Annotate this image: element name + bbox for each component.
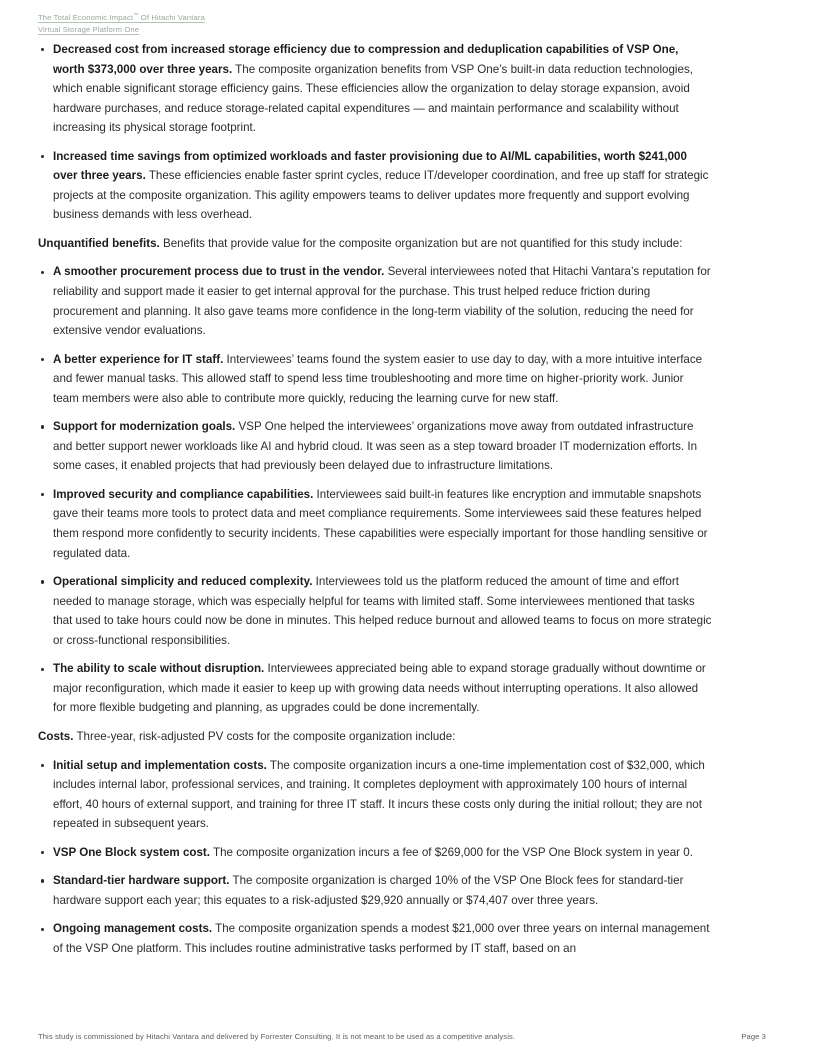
list-item [38, 843, 712, 863]
unquantified-benefits-list [38, 262, 712, 717]
list-item-body: VSP One helped the interviewees’ organizations move away from outdated infrastructure and better support newer workloads like AI and hybrid cloud. It was seen as a step toward broader IT modernization efforts. In some cases, it enabled projects that had previously been delayed due to infrastructure limitations. [53, 420, 698, 473]
list-item-lead: Ongoing management costs. [53, 922, 213, 936]
paragraph-body: Benefits that provide value for the composite organization but are not quantified for this study include: [159, 236, 683, 250]
unquantified-benefits-intro [38, 234, 712, 254]
bullet-dot-icon [41, 493, 44, 496]
spacer [38, 718, 712, 727]
list-item [38, 659, 712, 718]
list-item-body: The composite organization benefits from VSP One’s built-in data reduction technologies, which enable significant storage efficiency gains. These efficiencies allow the organization to delay storage expansion, avoid hardware purchases, and reduce storage-related capital expenditures — and maintain performance and scalability without increasing its physical storage footprint. [53, 62, 693, 135]
list-item-lead: Initial setup and implementation costs. [53, 758, 267, 772]
running-header-line-1 [38, 12, 458, 24]
bullet-dot-icon [41, 580, 44, 583]
list-item-body: The composite organization is charged 10% of the VSP One Block fees for standard-tier hardware support each year; this equates to a risk-adjusted $29,920 annually or $74,407 over three years. [53, 874, 684, 907]
list-item [38, 350, 712, 409]
list-item-body: The composite organization incurs a one-time implementation cost of $32,000, which includes internal labor, professional services, and training. It completes deployment with approximately 100 hours of internal effort, 40 hours of external support, and training for three IT staff. It incurs these costs only during the initial rollout; they are not repeated in subsequent years. [53, 758, 705, 831]
bullet-dot-icon [41, 764, 44, 767]
list-item-lead: Standard-tier hardware support. [53, 874, 230, 888]
running-header [38, 12, 458, 35]
list-item-body: Interviewees’ teams found the system easier to use day to day, with a more intuitive interface and fewer manual tasks. This allowed staff to spend less time troubleshooting and more time on higher-priority work. Junior team members were also able to contribute more quickly, reducing the learning curve for new staff. [53, 352, 703, 405]
list-item-lead: The ability to scale without disruption. [53, 662, 265, 676]
bullet-dot-icon [41, 928, 44, 931]
bullet-dot-icon [41, 851, 44, 854]
spacer [38, 225, 712, 234]
list-item-lead: Decreased cost from increased storage efficiency due to compression and deduplication capabilities of VSP One, worth $373,000 over three years. [53, 43, 679, 76]
footer-disclaimer: This study is commissioned by Hitachi Vantara and delivered by Forrester Consulting. It is not meant to be used as a competitive analysis. [38, 1032, 516, 1041]
list-item-body: The composite organization incurs a fee of $269,000 for the VSP One Block system in year 0. [210, 845, 693, 859]
running-header-line-2: Virtual Storage Platform One [38, 24, 140, 34]
list-item-lead: Increased time savings from optimized workloads and faster provisioning due to AI/ML capabilities, worth $241,000 over three years. [53, 149, 687, 183]
list-item-body: The composite organization spends a modest $21,000 over three years on internal management of the VSP One platform. This includes routine administrative tasks performed by IT staff, based on an [53, 922, 710, 955]
list-item-lead: VSP One Block system cost. [53, 845, 211, 859]
footer-page-number: Page 3 [741, 1032, 766, 1041]
spacer [38, 747, 712, 756]
page-content [38, 40, 712, 958]
costs-intro [38, 727, 712, 747]
bullet-dot-icon [41, 358, 44, 361]
paragraph-lead: Costs. [38, 729, 74, 743]
bullet-dot-icon [41, 425, 44, 428]
list-item [38, 485, 712, 563]
list-item [38, 572, 712, 650]
list-item-lead: A better experience for IT staff. [53, 352, 224, 366]
list-item-lead: Improved security and compliance capabilities. [53, 487, 314, 501]
bullet-dot-icon [41, 879, 44, 882]
costs-list [38, 756, 712, 959]
list-item [38, 871, 712, 910]
bullet-dot-icon [41, 668, 44, 671]
trademark-symbol: ™ [133, 12, 139, 19]
bullet-dot-icon [41, 48, 44, 51]
spacer [38, 253, 712, 262]
list-item-lead: Operational simplicity and reduced complexity. [53, 575, 313, 589]
quantified-benefits-list [38, 40, 712, 225]
bullet-dot-icon [41, 155, 44, 158]
list-item [38, 919, 712, 958]
list-item [38, 417, 712, 476]
list-item-body: Interviewees told us the platform reduced the amount of time and effort needed to manage storage, which was especially helpful for teams with limited staff. Some interviewees mentioned that tasks that used to take hours could now be done in minutes. This helped reduce burnout and allowed teams to focus on more strategic or cross-functional responsibilities. [53, 575, 712, 647]
list-item [38, 40, 712, 138]
paragraph-body: Three-year, risk-adjusted PV costs for the composite organization include: [73, 729, 456, 743]
list-item [38, 756, 712, 834]
list-item [38, 262, 712, 340]
list-item-body: Several interviewees noted that Hitachi Vantara’s reputation for reliability and support made it easier to get internal approval for the purchase. This trust helped reduce friction during procurement and planning. It also gave teams more confidence in the long-term viability of the solution, reducing the need for extensive vendor evaluations. [53, 265, 711, 338]
page-footer [38, 1030, 778, 1044]
list-item-lead: A smoother procurement process due to trust in the vendor. [53, 265, 385, 279]
bullet-dot-icon [41, 271, 44, 274]
running-header-title: The Total Economic Impact [38, 13, 134, 22]
paragraph-lead: Unquantified benefits. [38, 236, 160, 250]
list-item [38, 147, 712, 225]
running-header-title-tail: Of Hitachi Vantara [138, 13, 205, 22]
list-item-body: Interviewees appreciated being able to expand storage gradually without downtime or major reconfiguration, which made it easier to keep up with growing data needs without interrupting operations. It also allowed for more flexible budgeting and planning, as upgrades could be done incrementally. [53, 662, 706, 715]
list-item-body: These efficiencies enable faster sprint cycles, reduce IT/developer coordination, and free up staff for strategic projects at the composite organization. This agility empowers teams to deliver updates more frequently and support evolving business demands with less overhead. [53, 169, 709, 222]
list-item-lead: Support for modernization goals. [53, 420, 236, 434]
list-item-body: Interviewees said built-in features like encryption and immutable snapshots gave their teams more tools to protect data and meet compliance requirements. Some interviewees said these features helped them respond more confidently to security incidents. These capabilities were especially important for those handling sensitive or regulated data. [53, 487, 708, 560]
